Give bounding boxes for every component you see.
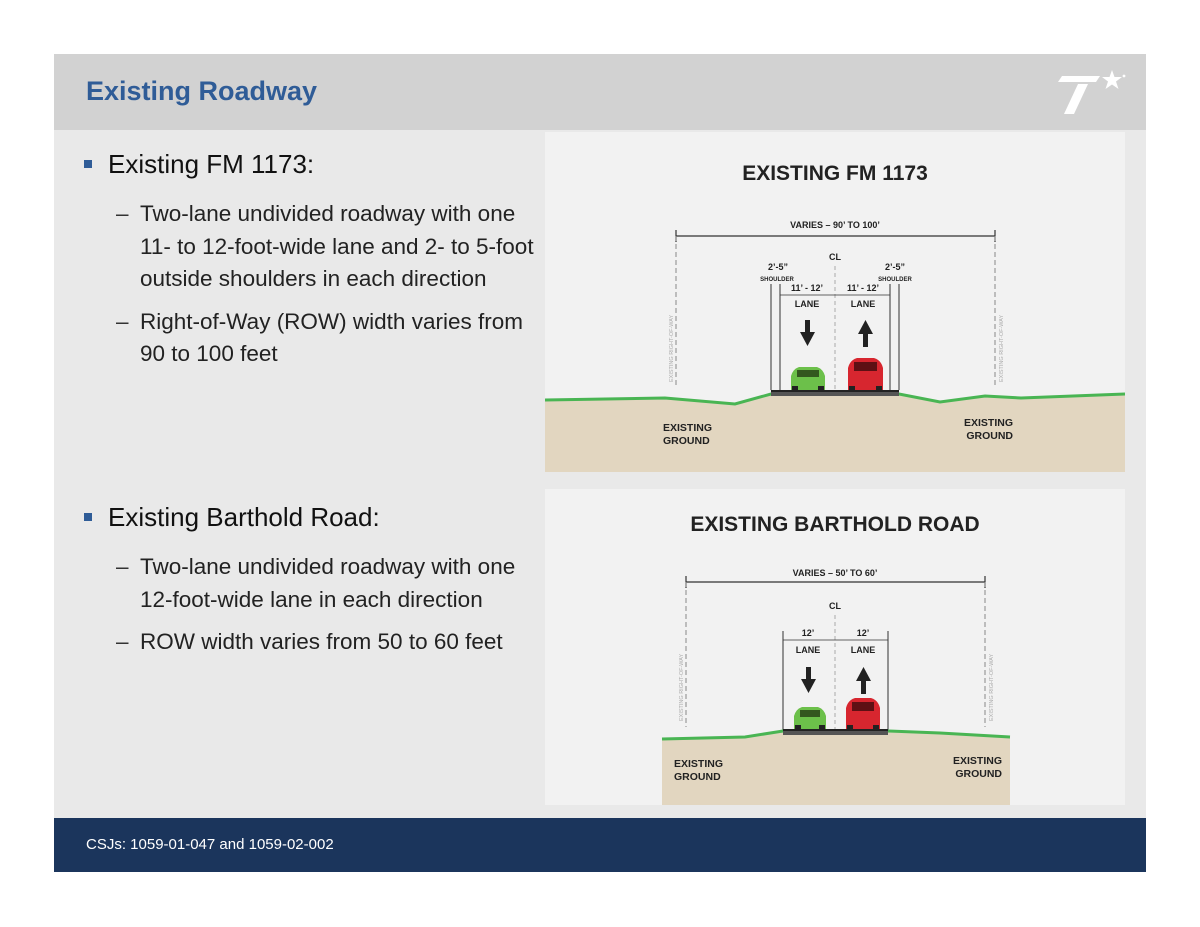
lane-dim-right: 12’ <box>856 628 870 638</box>
ground-label-right-line2: GROUND <box>955 768 1002 780</box>
centerline-label: CL <box>829 252 841 262</box>
up-arrow-icon <box>858 320 873 347</box>
lane-label-left: LANE <box>794 299 820 309</box>
red-car-icon <box>848 358 883 391</box>
row-width-label: VARIES – 90’ TO 100’ <box>790 220 880 230</box>
slide-footer <box>54 818 1146 872</box>
lane-label-right: LANE <box>850 299 876 309</box>
slide <box>54 54 1146 872</box>
section-heading: Existing Barthold Road: <box>82 502 552 533</box>
row-line-label-right: EXISTING RIGHT-OF-WAY <box>999 314 1005 382</box>
cross-section-diagram <box>545 489 1125 805</box>
section-heading: Existing FM 1173: <box>82 149 552 180</box>
row-line-label-right: EXISTING RIGHT-OF-WAY <box>989 653 995 721</box>
lane-dim-left: 11’ - 12’ <box>790 283 824 293</box>
slide-title: Existing Roadway <box>86 76 318 106</box>
diagram-title: EXISTING FM 1173 <box>742 162 928 185</box>
diagram-fm1173 <box>545 132 1125 472</box>
ground-label-right-line1: EXISTING <box>963 417 1013 429</box>
section-barthold <box>82 502 552 669</box>
slide-header <box>54 54 1146 130</box>
section-list <box>82 198 552 371</box>
shoulder-dim-right: 2’-5” <box>884 262 906 272</box>
down-arrow-icon <box>801 667 816 693</box>
diagram-title: EXISTING BARTHOLD ROAD <box>690 513 980 536</box>
row-line-label-left: EXISTING RIGHT-OF-WAY <box>679 653 685 721</box>
down-arrow-icon <box>800 320 815 346</box>
ground-label-right-line2: GROUND <box>966 430 1013 442</box>
lane-dim-right: 11’ - 12’ <box>846 283 880 293</box>
ground-label-left-line1: EXISTING <box>663 422 713 434</box>
row-line-label-left: EXISTING RIGHT-OF-WAY <box>669 314 675 382</box>
shoulder-label-right: SHOULDER <box>878 277 912 283</box>
shoulder-dim-left: 2’-5” <box>767 262 789 272</box>
list-item: – Two-lane undivided roadway with one 11- to 12-foot-wide lane and 2- to 5-foot outside shoulders in each direction <box>112 198 552 296</box>
ground-label-right-line1: EXISTING <box>952 755 1002 767</box>
ground-label-left-line2: GROUND <box>663 435 710 447</box>
green-car-icon <box>791 367 825 391</box>
lane-label-right: LANE <box>850 645 876 655</box>
shoulder-label-left: SHOULDER <box>760 277 794 283</box>
list-item: – ROW width varies from 50 to 60 feet <box>112 626 552 659</box>
ground-label-left-line2: GROUND <box>674 771 721 783</box>
up-arrow-icon <box>856 667 871 694</box>
cross-section-diagram <box>545 132 1125 472</box>
section-list <box>82 551 552 659</box>
lane-dim-left: 12’ <box>801 628 815 638</box>
centerline-label: CL <box>829 601 841 611</box>
ground-label-left-line1: EXISTING <box>674 758 724 770</box>
csj-label: CSJs: 1059-01-047 and 1059-02-002 <box>86 836 334 853</box>
row-width-label: VARIES – 50’ TO 60’ <box>792 568 878 578</box>
txdot-star-logo-icon <box>1056 68 1128 116</box>
list-item: – Two-lane undivided roadway with one 12-foot-wide lane in each direction <box>112 551 552 616</box>
existing-ground <box>545 394 1125 472</box>
section-fm1173 <box>82 149 552 381</box>
list-item: – Right-of-Way (ROW) width varies from 90 to 100 feet <box>112 306 552 371</box>
lane-label-left: LANE <box>795 645 821 655</box>
green-car-icon <box>794 707 826 730</box>
red-car-icon <box>846 698 880 730</box>
diagram-barthold <box>545 489 1125 805</box>
